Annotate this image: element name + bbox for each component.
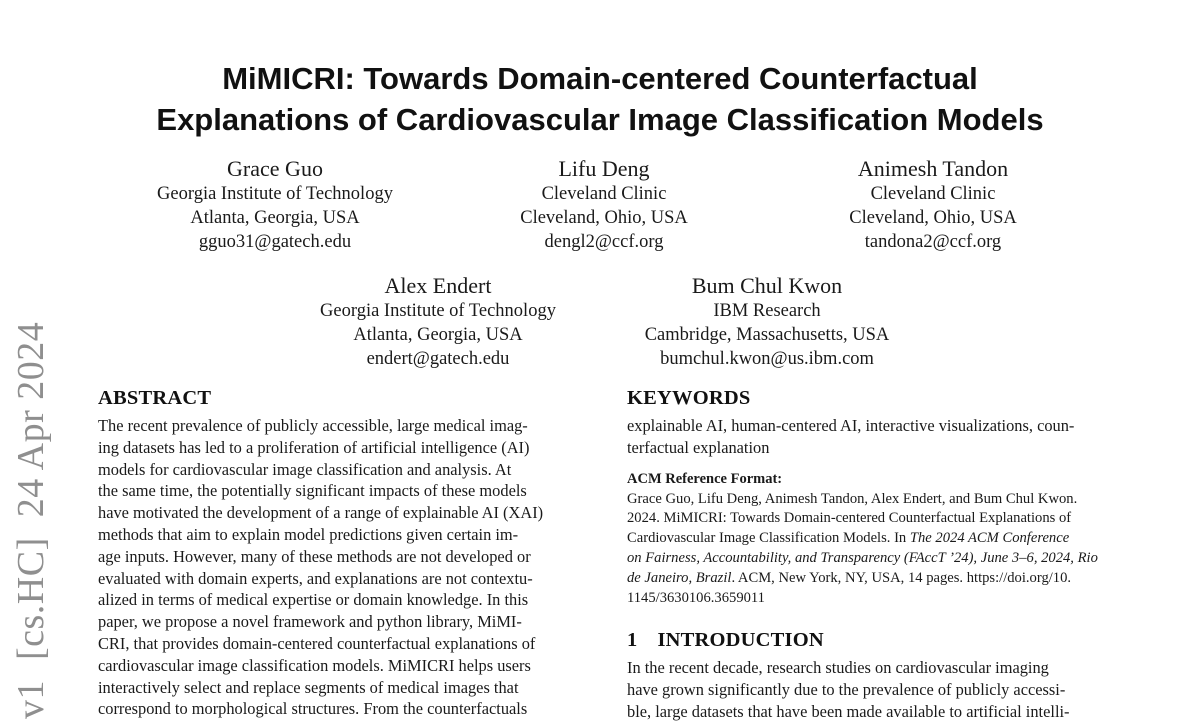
keywords-heading: KEYWORDS (627, 387, 751, 409)
abstract-line: have motivated the development of a range of explainable AI (XAI) (98, 503, 544, 523)
author-email[interactable]: endert@gatech.edu (366, 349, 510, 369)
abstract-heading: ABSTRACT (98, 387, 212, 409)
author-block (288, 273, 588, 371)
author-location: Cambridge, Massachusetts, USA (644, 325, 890, 345)
abstract-line: methods that aim to explain model predictions given certain im- (98, 524, 519, 544)
reference-line (627, 549, 1113, 569)
keywords-line: explainable AI, human-centered AI, interactive visualizations, coun- (627, 416, 1075, 435)
abstract-line: cardiovascular image classification models. MiMICRI helps users (98, 655, 531, 675)
reference-line (627, 529, 1113, 549)
reference-line (627, 569, 1113, 589)
abstract-line: models for cardiovascular image classification and analysis. At (98, 459, 512, 479)
author-name: Alex Endert (384, 273, 492, 298)
keywords-body (627, 415, 1113, 459)
author-block (454, 156, 754, 254)
introduction-line: ble, large datasets that have been made available to artificial intelli- (627, 701, 1070, 721)
abstract-line: correspond to morphological structures. From the counterfactuals (98, 699, 528, 719)
author-name: Bum Chul Kwon (691, 273, 843, 298)
section-number: 1 (627, 629, 638, 652)
reference-text: . ACM, New York, NY, USA, 14 pages. https://doi.org/10. (731, 569, 1072, 586)
author-name: Lifu Deng (558, 156, 650, 181)
venue-text: on Fairness, Accountability, and Transparency (FAccT ’24), June 3–6, 2024, Rio (627, 549, 1098, 566)
venue-text: The 2024 ACM Conference (909, 530, 1070, 547)
author-email[interactable]: dengl2@ccf.org (544, 232, 664, 252)
abstract-body (98, 415, 582, 720)
author-email[interactable]: tandona2@ccf.org (864, 232, 1002, 252)
introduction-line: have grown significantly due to the prevalence of publicly accessi- (627, 680, 1066, 700)
author-location: Cleveland, Ohio, USA (849, 208, 1017, 228)
abstract-line: paper, we propose a novel framework and python library, MiMI- (98, 612, 522, 632)
abstract-line: ing datasets has led to a proliferation of artificial intelligence (AI) (98, 437, 530, 457)
right-column (627, 386, 1113, 723)
title-line: MiMICRI: Towards Domain-centered Counterfactual (222, 61, 978, 96)
abstract-line: The recent prevalence of publicly accessible, large medical imag- (98, 416, 528, 435)
abstract-line: alized in terms of medical expertise or domain knowledge. In this (98, 590, 529, 610)
author-affiliation: IBM Research (713, 301, 821, 321)
title-line: Explanations of Cardiovascular Image Classification Models (156, 102, 1044, 137)
author-block (125, 156, 425, 254)
section-title: INTRODUCTION (657, 629, 824, 652)
reference-line: Grace Guo, Lifu Deng, Animesh Tandon, Alex Endert, and Bum Chul Kwon. (627, 490, 1078, 507)
abstract-section (98, 386, 582, 720)
keywords-line: terfactual explanation (627, 437, 770, 457)
introduction-heading (627, 628, 1113, 652)
doi-link[interactable]: 1145/3630106.3659011 (627, 589, 765, 606)
arxiv-stamp: v1 [cs.HC] 24 Apr 2024 (10, 321, 52, 719)
abstract-line: age inputs. However, many of these methods are not developed or (98, 546, 531, 566)
author-affiliation: Cleveland Clinic (541, 184, 667, 204)
author-affiliation: Georgia Institute of Technology (157, 184, 393, 204)
reference-text: Cardiovascular Image Classification Models. In (627, 530, 910, 547)
abstract-line: evaluated with domain experts, and explanations are not contextu- (98, 568, 533, 588)
abstract-line: CRI, that provides domain-centered counterfactual explanations of (98, 633, 536, 653)
acm-reference-heading: ACM Reference Format: (627, 470, 783, 487)
venue-text: de Janeiro, Brazil (627, 569, 732, 586)
author-affiliation: Georgia Institute of Technology (320, 301, 556, 321)
author-block (783, 156, 1083, 254)
introduction-line: In the recent decade, research studies on cardiovascular imaging (627, 658, 1049, 678)
author-location: Atlanta, Georgia, USA (190, 208, 360, 228)
author-name: Grace Guo (227, 156, 323, 181)
author-location: Atlanta, Georgia, USA (353, 325, 523, 345)
abstract-line: the same time, the potentially significant impacts of these models (98, 481, 527, 501)
reference-line: 2024. MiMICRI: Towards Domain-centered Counterfactual Explanations of (627, 510, 1072, 527)
author-name: Animesh Tandon (857, 156, 1009, 181)
introduction-body (627, 657, 1113, 722)
author-block (617, 273, 917, 371)
author-email[interactable]: gguo31@gatech.edu (198, 232, 352, 252)
paper-title (0, 58, 1200, 140)
author-location: Cleveland, Ohio, USA (520, 208, 688, 228)
abstract-line: interactively select and replace segments of medical images that (98, 677, 519, 697)
author-email[interactable]: bumchul.kwon@us.ibm.com (660, 349, 874, 369)
acm-reference-body (627, 490, 1113, 609)
author-affiliation: Cleveland Clinic (870, 184, 996, 204)
